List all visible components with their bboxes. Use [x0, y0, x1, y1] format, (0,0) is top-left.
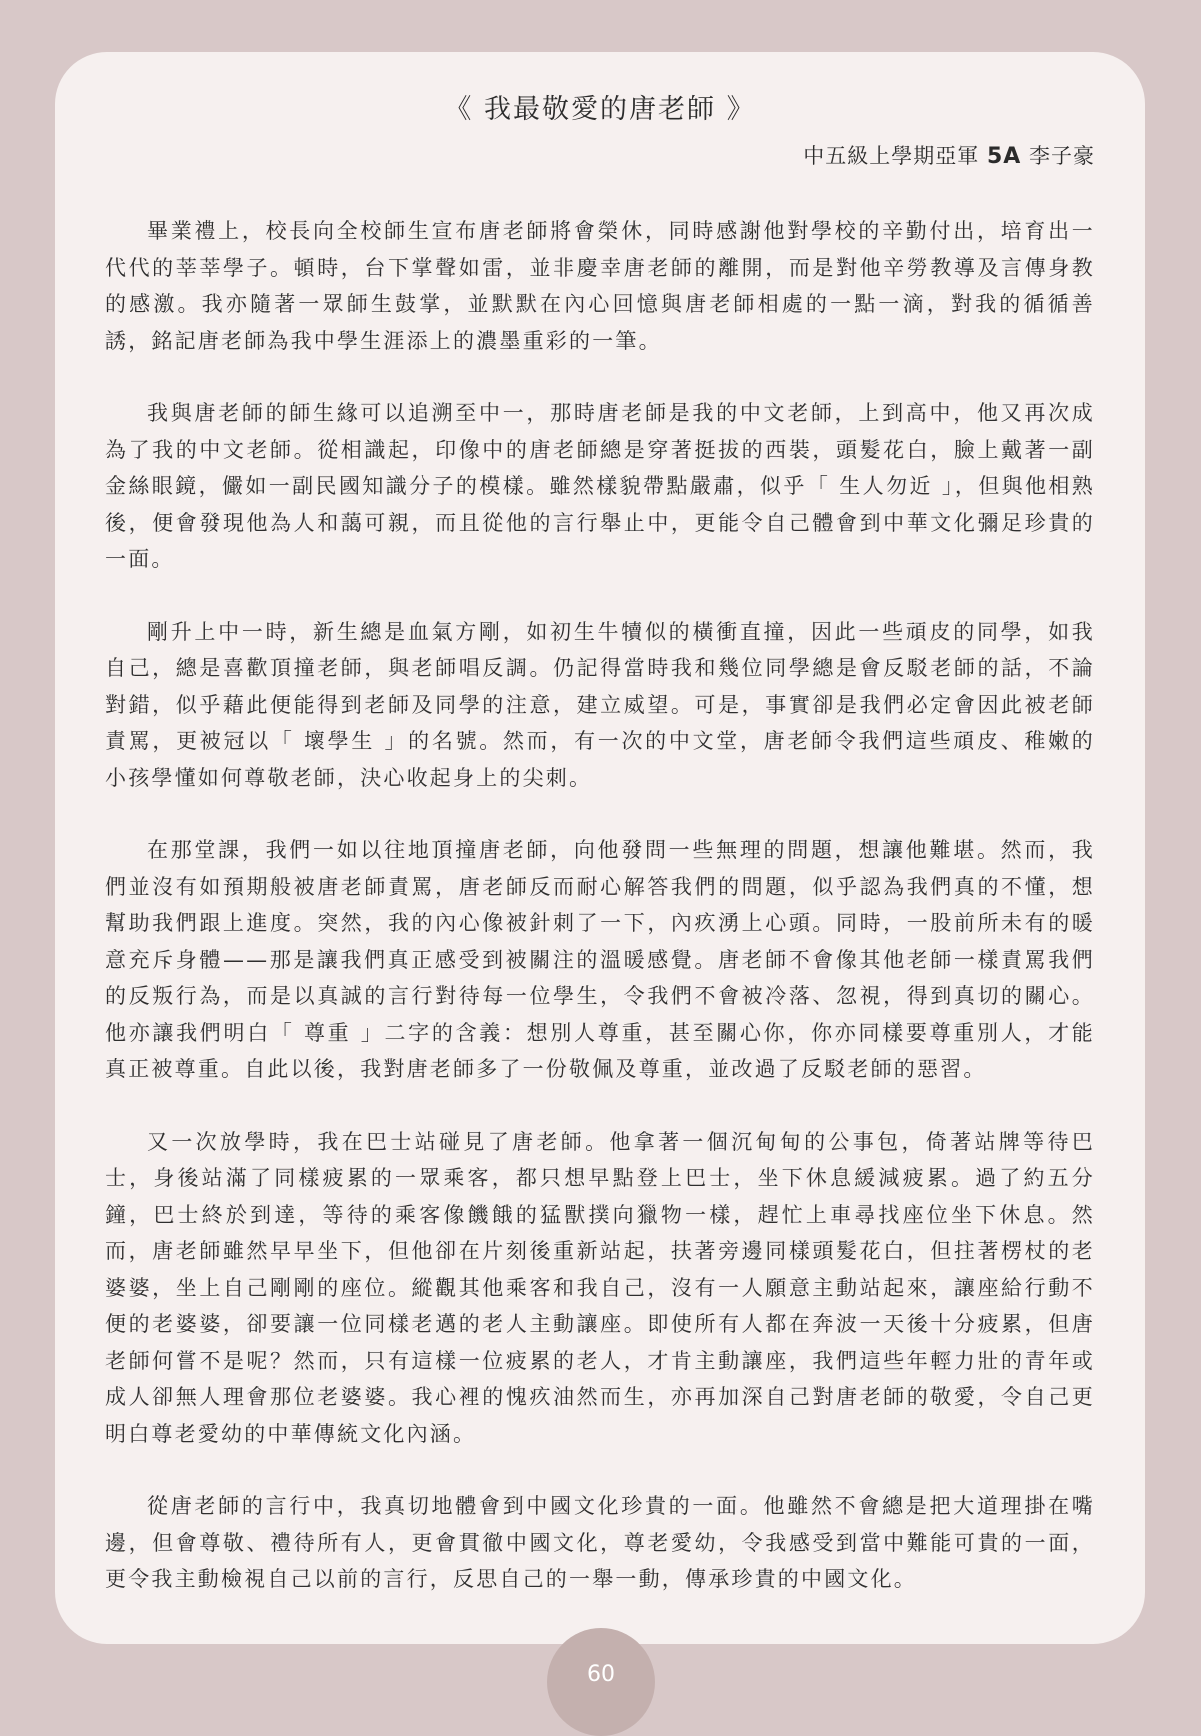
essay-paragraph: 我與唐老師的師生緣可以追溯至中一，那時唐老師是我的中文老師，上到高中，他又再次成為了我的中文老師。從相識起，印像中的唐老師總是穿著挺拔的西裝，頭髮花白，臉上戴著一副金絲眼鏡，儼如一副民國知識分子的模樣。雖然樣貌帶點嚴肅，似乎「 生人勿近 」，但與他相熟後，便會發現他為人和藹可親，而且從他的言行舉止中，更能令自己體會到中華文化彌足珍貴的一面。	[105, 401, 1095, 571]
essay-paragraph: 畢業禮上，校長向全校師生宣布唐老師將會榮休，同時感謝他對學校的辛勤付出，培育出一代代的莘莘學子。頓時，台下掌聲如雷，並非慶幸唐老師的離開，而是對他辛勞教導及言傳身教的感激。我亦隨著一眾師生鼓掌，並默默在內心回憶與唐老師相處的一點一滴，對我的循循善誘，銘記唐老師為我中學生涯添上的濃墨重彩的一筆。	[105, 219, 1095, 353]
essay-paragraph: 從唐老師的言行中，我真切地體會到中國文化珍貴的一面。他雖然不會總是把大道理掛在嘴邊，但會尊敬、禮待所有人，更會貫徹中國文化，尊老愛幼，令我感受到當中難能可貴的一面，更令我主動檢視自己以前的言行，反思自己的一舉一動，傳承珍貴的中國文化。	[105, 1494, 1095, 1591]
essay-paragraph: 剛升上中一時，新生總是血氣方剛，如初生牛犢似的橫衝直撞，因此一些頑皮的同學，如我自己，總是喜歡頂撞老師，與老師唱反調。仍記得當時我和幾位同學總是會反駁老師的話，不論對錯，似乎藉此便能得到老師及同學的注意，建立威望。可是，事實卻是我們必定會因此被老師責罵，更被冠以「 壞學生 」的名號。然而，有一次的中文堂，唐老師令我們這些頑皮、稚嫩的小孩學懂如何尊敬老師，決心收起身上的尖刺。	[105, 619, 1095, 790]
essay-title: 《 我最敬愛的唐老師 》	[444, 94, 756, 125]
essay-paragraph: 在那堂課，我們一如以往地頂撞唐老師，向他發問一些無理的問題，想讓他難堪。然而，我們並沒有如預期般被唐老師責罵，唐老師反而耐心解答我們的問題，似乎認為我們真的不懂，想幫助我們跟上進度。突然，我的內心像被針刺了一下，內疚湧上心頭。同時，一股前所未有的暖意充斥身體——那是讓我們真正感受到被關注的溫暖感覺。唐老師不會像其他老師一樣責罵我們的反叛行為，而是以真誠的言行對待每一位學生，令我們不會被冷落、忽視，得到真切的關心。他亦讓我們明白「 尊重 」二字的含義：想別人尊重，甚至關心你，你亦同樣要尊重別人，才能真正被尊重。自此以後，我對唐老師多了一份敬佩及尊重，並改過了反駁老師的惡習。	[105, 838, 1095, 1081]
author-name: 李子豪	[1021, 144, 1095, 168]
page-number: 60	[587, 1662, 615, 1687]
author-byline	[105, 138, 1095, 175]
essay-paragraph: 又一次放學時，我在巴士站碰見了唐老師。他拿著一個沉甸甸的公事包，倚著站牌等待巴士，身後站滿了同樣疲累的一眾乘客，都只想早點登上巴士，坐下休息緩減疲累。過了約五分鐘，巴士終於到達，等待的乘客像饑餓的猛獸撲向獵物一樣，趕忙上車尋找座位坐下休息。然而，唐老師雖然早早坐下，但他卻在片刻後重新站起，扶著旁邊同樣頭髮花白，但拄著楞杖的老婆婆，坐上自己剛剛的座位。縱觀其他乘客和我自己，沒有一人願意主動站起來，讓座給行動不便的老婆婆，卻要讓一位同樣老邁的老人主動讓座。即使所有人都在奔波一天後十分疲累，但唐老師何嘗不是呢？然而，只有這樣一位疲累的老人，才肯主動讓座，我們這些年輕力壯的青年或成人卻無人理會那位老婆婆。我心裡的愧疚油然而生，亦再加深自己對唐老師的敬愛，令自己更明白尊老愛幼的中華傳統文化內涵。	[105, 1129, 1095, 1446]
essay-card	[55, 52, 1145, 1644]
award-label: 中五級上學期亞軍	[803, 144, 987, 168]
class-label: 5A	[986, 144, 1022, 169]
